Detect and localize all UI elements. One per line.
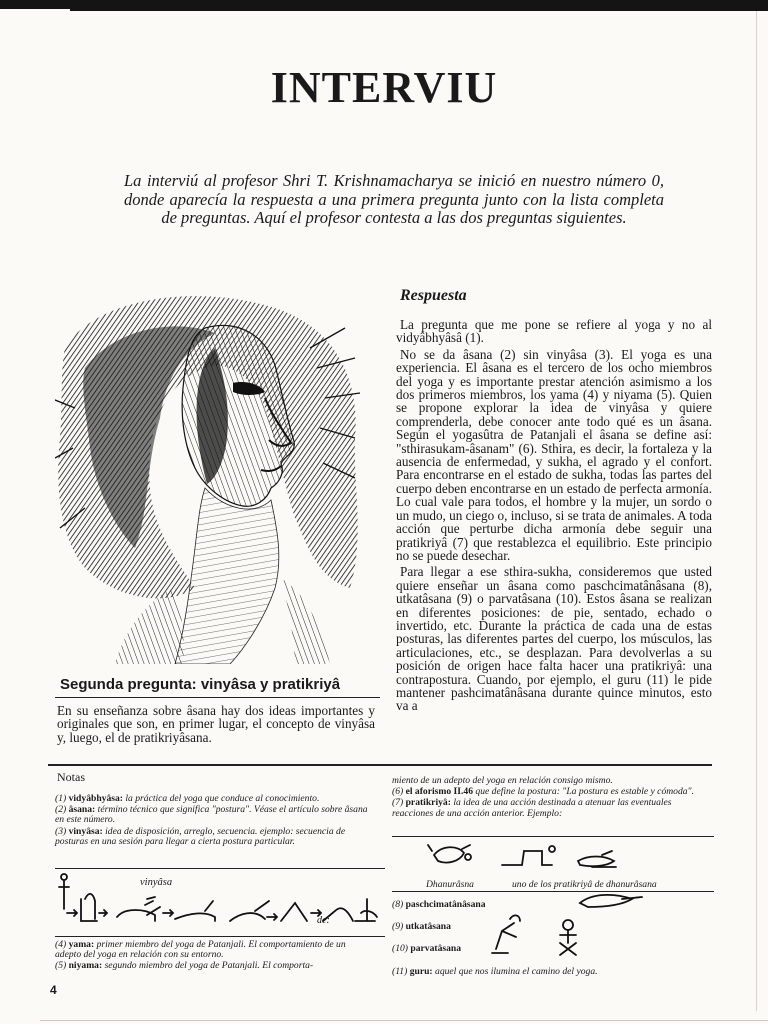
- vinyasa-end-label: de:: [317, 915, 330, 926]
- note-item: [55, 805, 373, 825]
- note-text: idea de disposición, arreglo, secuencia. ejemplo: secuencia de posturas en una sesión para llegar a cierta postura particular.: [55, 825, 346, 847]
- page-title: INTERVIU: [270, 63, 498, 112]
- top-border: [0, 0, 768, 9]
- note-text: término técnico que significa "postura". Véase el artículo sobre âsana en este número.: [55, 804, 368, 826]
- respuesta-paragraph: La pregunta que me pone se refiere al yoga y no al vidyâbhyâsâ (1).: [396, 317, 712, 346]
- respuesta-paragraph: No se da âsana (2) sin vinyâsa (3). El yoga es una experiencia. El âsana es el tercero de los ocho miembros del yoga y es importante prestar atención asimismo a los dos primeros miembros, los yama (4) y niyama (5). Quien se propone explorar la idea de vinyâsa y quiere comprenderla, debe conocer ante todo qué es un âsana. Según el yogasûtra de Patanjali el âsana se define así: "sthirasukam-âsanam" (6). Sthira, es decir, la fortaleza y la ausencia de enfermedad, y sukha, el agrado y el confort. Para encontrarse en el estado de sukha, todas las partes del cuerpo deben encontrarse en un estado de perfecta armonía. Lo cual vale para todos, el hombre y la mujer, un sordo o un mudo, un ciego o, incluso, si se trata de animales. A toda acción que perturbe dicha armonía debe seguir una pratikriyâ (7) que restablezca el equilibrio. Este principio no se puede desechar.: [396, 346, 712, 563]
- segunda-pregunta-heading: Segunda pregunta: vinyâsa y pratikriyâ: [60, 676, 341, 693]
- note-number: (6): [392, 786, 404, 798]
- vinyasa-label: vinyâsa: [140, 877, 173, 888]
- respuesta-body: [396, 318, 712, 716]
- notes-left-column-2: [55, 940, 373, 973]
- note-term: niyama:: [68, 960, 103, 972]
- note-item: [55, 827, 373, 847]
- portrait-illustration: [55, 288, 375, 664]
- respuesta-heading: Respuesta: [400, 287, 467, 304]
- intro-paragraph: La interviú al profesor Shri T. Krishnamacharya se inició en nuestro número 0, donde aparecía la respuesta a una primera pregunta junto con la lista completa de preguntas. Aquí el profesor contesta a las dos preguntas siguientes.: [124, 171, 664, 227]
- note-number: (3): [55, 825, 67, 837]
- note-text: primer miembro del yoga de Patanjali. El comportamiento de un adepto del yoga en relación con su entorno.: [55, 939, 346, 961]
- vinyasa-sequence-drawing: [55, 869, 385, 936]
- top-border-thin: [70, 9, 768, 11]
- note-item: [392, 966, 712, 977]
- note-term: utkatâsana: [405, 921, 451, 932]
- pratikriya-caption: uno de los pratikriyâ de dhanurâsana: [512, 879, 657, 890]
- dhanurasana-drawing: [392, 837, 714, 879]
- note-number: (8): [392, 899, 404, 910]
- page-bottom-edge: [40, 1020, 768, 1021]
- note-number: (5): [55, 960, 67, 972]
- note-number: (1): [55, 793, 67, 804]
- note-term: parvatâsana: [410, 943, 462, 954]
- note-number: (2): [55, 804, 67, 816]
- respuesta-paragraph: Para llegar a ese sthira-sukha, consideremos que usted quiere enseñar un âsana como paschcimatânâsana (8), utkatâsana (9) o parvatâsana (10). Estos âsana se realizan en diferentes posiciones: de pie, sentado, echado o invertido, etc. Durante la práctica de cada una de estas posturas, las diferentes partes del cuerpo, los músculos, las articulaciones, etc., se desplazan. Para devolverlas a su posición de origen hace falta hacer una pratikriyâ: una contrapostura. Cuando, por ejemplo, el guru (11) le pide mantener pashcimatânâsana durante quince minutos, esto va a: [396, 564, 712, 714]
- note-item: [392, 787, 712, 797]
- note-text: aquel que nos ilumina el camino del yoga.: [435, 966, 598, 977]
- note-term: yama:: [68, 939, 95, 950]
- note-item: [55, 940, 373, 960]
- note-number: (4): [55, 939, 67, 950]
- note-text: que define la postura: "La postura es estable y cómoda".: [475, 786, 694, 798]
- note-continuation: miento de un adepto del yoga en relación consigo mismo.: [392, 775, 613, 786]
- note-item: [392, 798, 712, 818]
- notes-label: Notas: [57, 770, 85, 784]
- note-term: vinyâsa:: [68, 825, 103, 837]
- note-item: [55, 794, 373, 804]
- segunda-pregunta-body: En su enseñanza sobre âsana hay dos ideas importantes y originales que son, en primer lugar, el concepto de vinyâsa y, luego, el de pratikriyâsana.: [57, 703, 375, 745]
- notes-left-column: [55, 794, 373, 848]
- note-number: (11): [392, 966, 408, 977]
- note-text: la práctica del yoga que conduce al conocimiento.: [125, 793, 320, 804]
- note-number: (7): [392, 797, 404, 809]
- note-number: (10): [392, 943, 408, 954]
- note-term: el aforismo II.46: [405, 786, 474, 798]
- note-term: guru:: [409, 966, 433, 977]
- note-term: paschcimatânâsana: [405, 899, 486, 910]
- note-text: la idea de una acción destinada a atenuar las eventuales reacciones de una acción anterior. Ejemplo:: [392, 797, 672, 819]
- note-term: pratikriyâ:: [405, 797, 451, 809]
- notes-right-column: [392, 776, 712, 820]
- poses-drawing: [392, 891, 714, 961]
- note-term: âsana:: [68, 804, 96, 816]
- page-edge: [756, 11, 757, 1011]
- note-text: segundo miembro del yoga de Patanjali. El comporta-: [104, 960, 314, 972]
- vinyasa-figure-box: [55, 868, 385, 937]
- note-item: [55, 961, 373, 971]
- portrait-drawing: [55, 288, 375, 664]
- page-number: 4: [50, 983, 57, 997]
- note-term: vidyâbhyâsa:: [68, 793, 123, 804]
- note-number: (9): [392, 921, 404, 932]
- notes-divider: [48, 764, 712, 766]
- dhanurasana-caption: Dhanurâsna: [426, 879, 474, 890]
- heading-rule: [55, 697, 380, 698]
